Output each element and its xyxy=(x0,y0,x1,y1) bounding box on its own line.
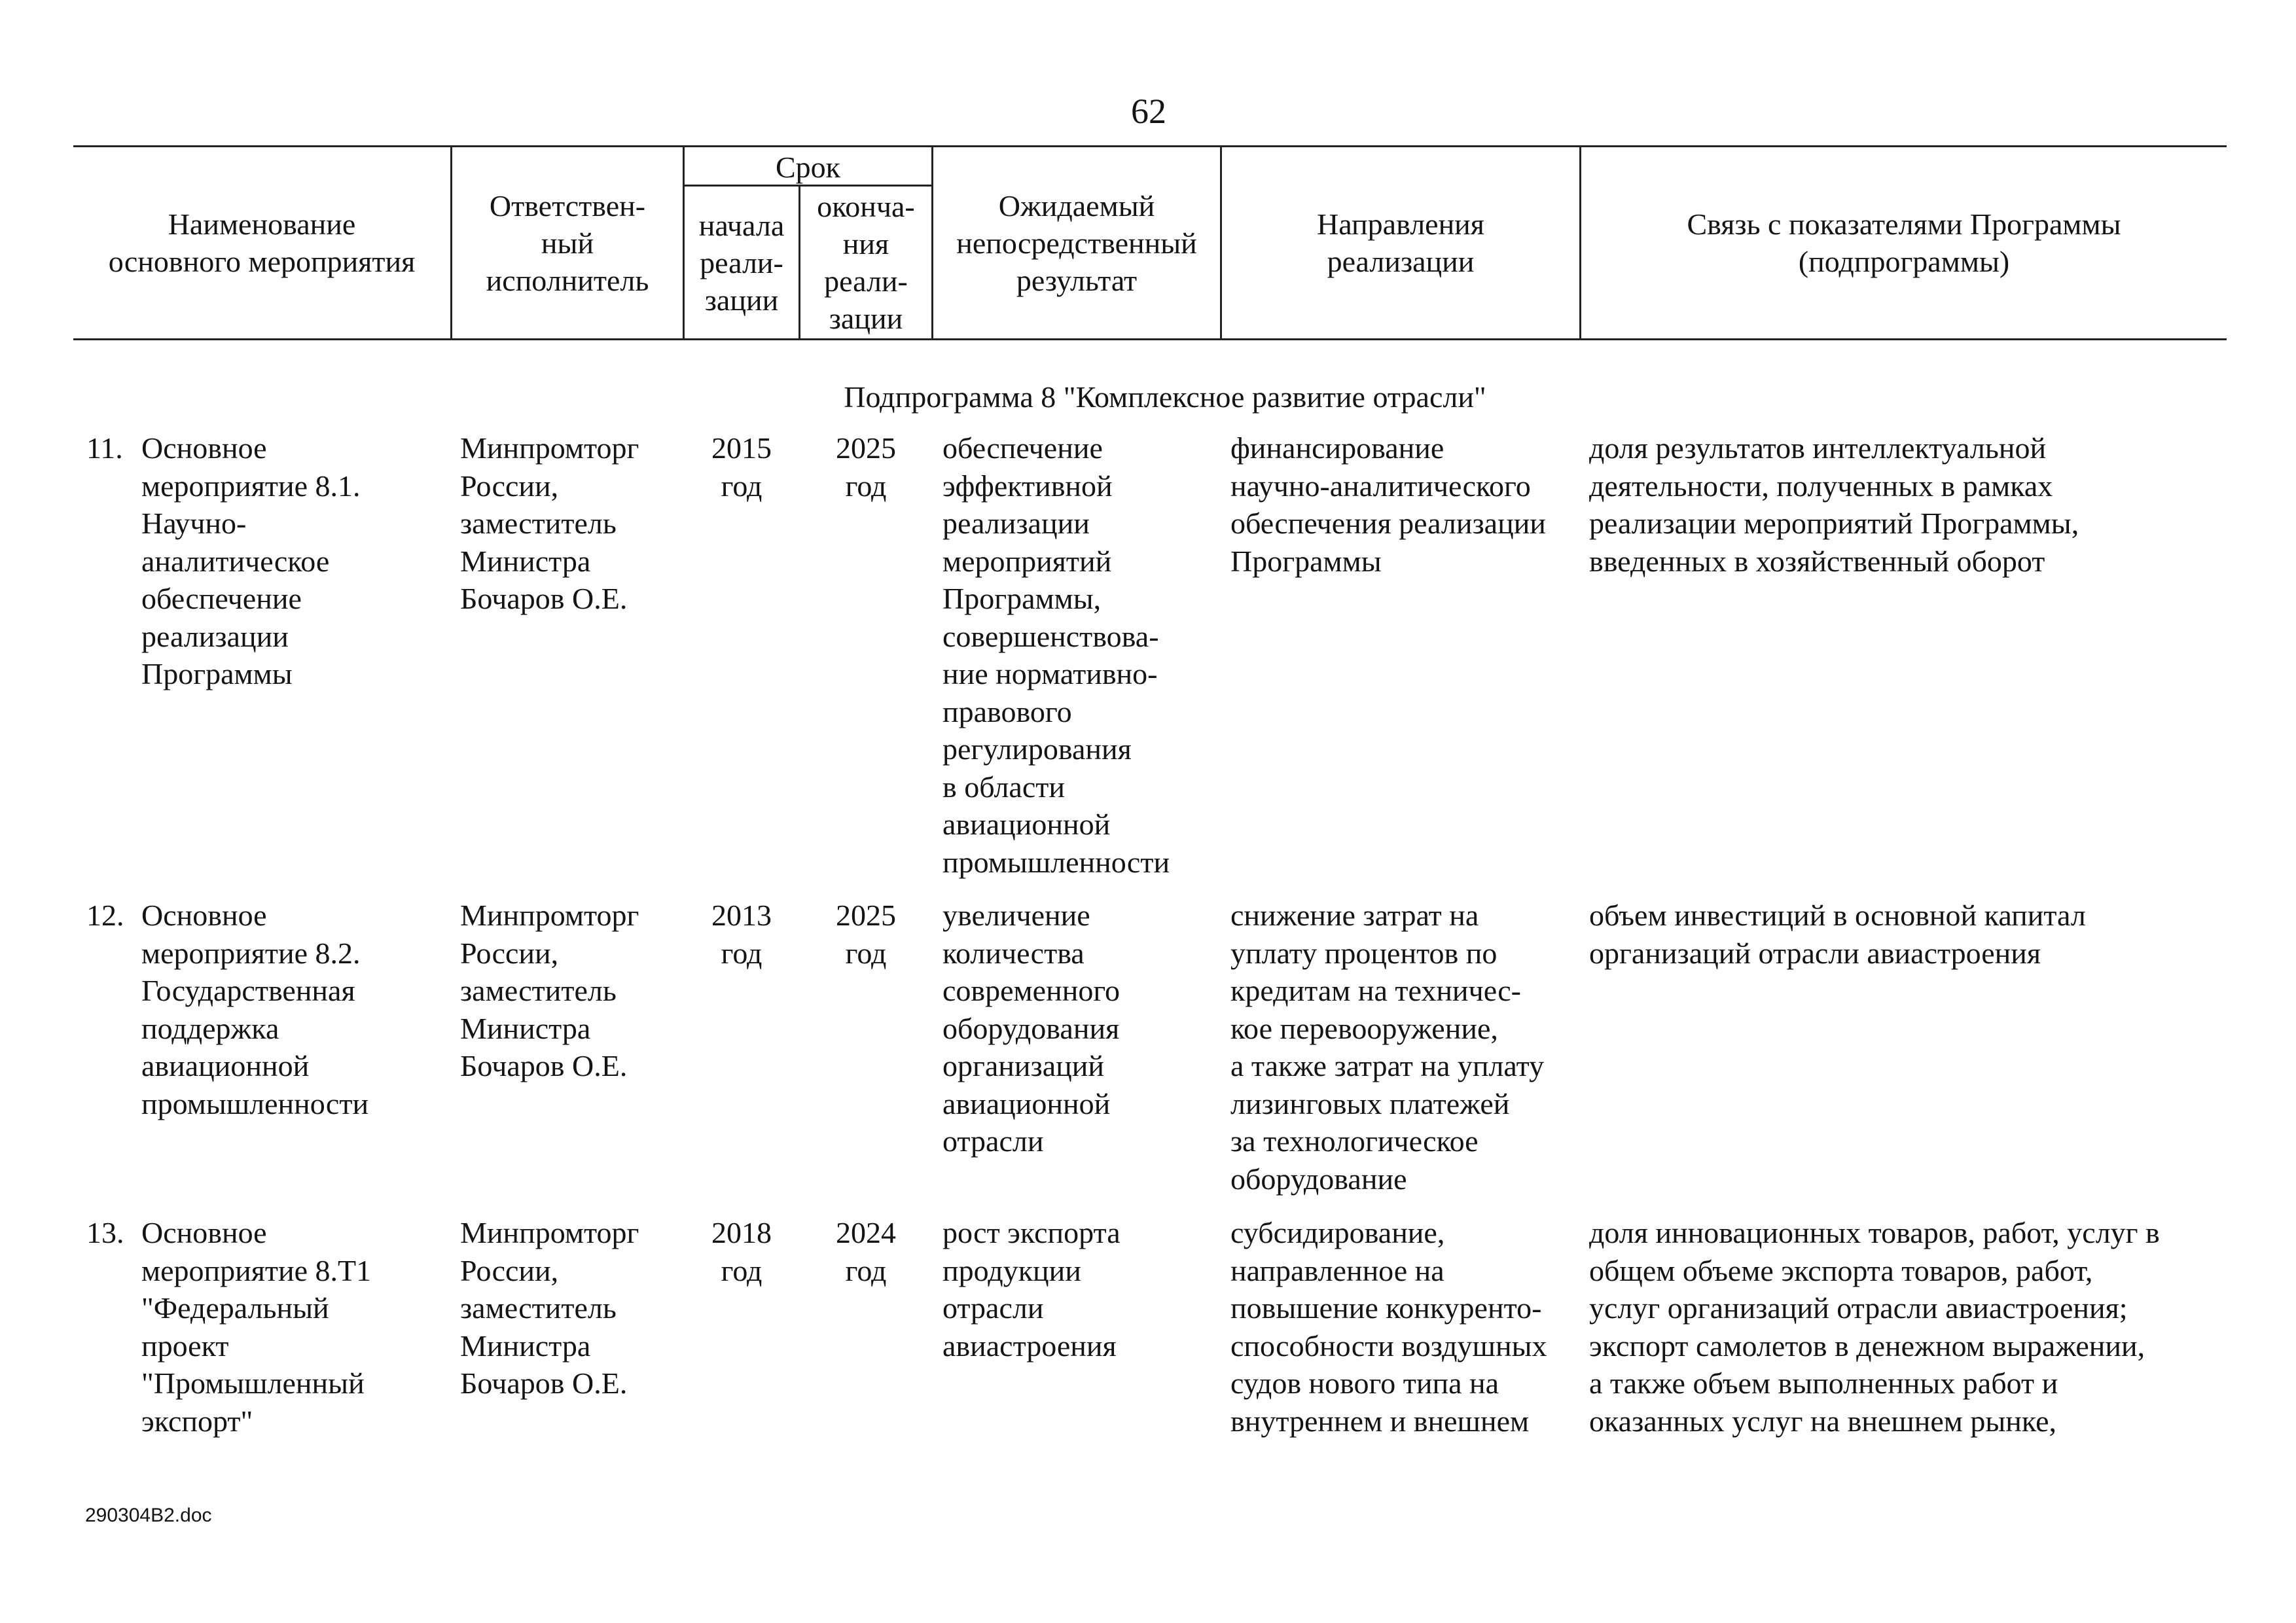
row-directions: снижение затрат на уплату процентов по кредитам на техничес- кое перевооружение, а также затрат на уплату лизинговых платежей за технологическое оборудование xyxy=(1230,899,1545,1196)
header-responsible: Ответствен- ный исполнитель xyxy=(486,188,649,297)
header-expected: Ожидаемый непосредственный результат xyxy=(956,188,1197,297)
row-start: 2013 год xyxy=(711,899,772,970)
row-name: Основное мероприятие 8.2. Государственная поддержка авиационной промышленности xyxy=(141,899,369,1120)
page-number: 62 xyxy=(1131,92,1166,131)
header-end: оконча- ния реали- зации xyxy=(817,190,915,335)
row-end: 2024 год xyxy=(836,1216,896,1287)
header-bottom-rule xyxy=(73,338,2227,340)
subprogram-title: Подпрограмма 8 "Комплексное развитие отрасли" xyxy=(844,380,1486,414)
row-number: 11. xyxy=(86,431,123,465)
row-end: 2025 год xyxy=(836,899,896,970)
header-term: Срок xyxy=(775,150,841,184)
footer-filename: 290304В2.doc xyxy=(85,1505,212,1526)
row-name: Основное мероприятие 8.1. Научно- аналитическое обеспечение реализации Программы xyxy=(141,431,361,690)
row-link: доля инновационных товаров, работ, услуг в общем объеме экспорта товаров, работ, услуг организаций отрасли авиастроения; экспорт самолетов в денежном выражении, а также объем выполненных работ и оказанных услуг на внешнем рынке, xyxy=(1589,1216,2160,1438)
row-link: доля результатов интеллектуальной деятельности, полученных в рамках реализации мероприятий Программы, введенных в хозяйственный оборот xyxy=(1589,431,2079,578)
row-end: 2025 год xyxy=(836,431,896,503)
row-responsible: Минпромторг России, заместитель Министра Бочаров О.Е. xyxy=(460,1216,639,1400)
row-responsible: Минпромторг России, заместитель Министра Бочаров О.Е. xyxy=(460,899,639,1082)
header-start: начала реали- зации xyxy=(698,208,785,317)
row-number: 13. xyxy=(86,1216,124,1249)
header-name: Наименование основного мероприятия xyxy=(108,207,416,278)
row-start: 2018 год xyxy=(711,1216,772,1287)
row-link: объем инвестиций в основной капитал организаций отрасли авиастроения xyxy=(1589,899,2086,970)
row-number: 12. xyxy=(86,899,124,932)
row-expected: увеличение количества современного оборудования организаций авиационной отрасли xyxy=(942,899,1121,1158)
row-expected: обеспечение эффективной реализации мероприятий Программы, совершенствова- ние нормативно- правового регулирования в области авиационной промышленности xyxy=(942,431,1170,879)
row-directions: субсидирование, направленное на повышение конкуренто- способности воздушных судов нового типа на внутреннем и внешнем xyxy=(1230,1216,1547,1438)
row-expected: рост экспорта продукции отрасли авиастроения xyxy=(942,1216,1121,1363)
row-name: Основное мероприятие 8.Т1 "Федеральный проект "Промышленный экспорт" xyxy=(141,1216,372,1438)
row-start: 2015 год xyxy=(711,431,772,503)
header-directions: Направления реализации xyxy=(1317,207,1484,278)
row-directions: финансирование научно-аналитического обеспечения реализации Программы xyxy=(1230,431,1546,578)
row-responsible: Минпромторг России, заместитель Министра Бочаров О.Е. xyxy=(460,431,639,615)
header-link: Связь с показателями Программы (подпрограммы) xyxy=(1687,207,2121,278)
